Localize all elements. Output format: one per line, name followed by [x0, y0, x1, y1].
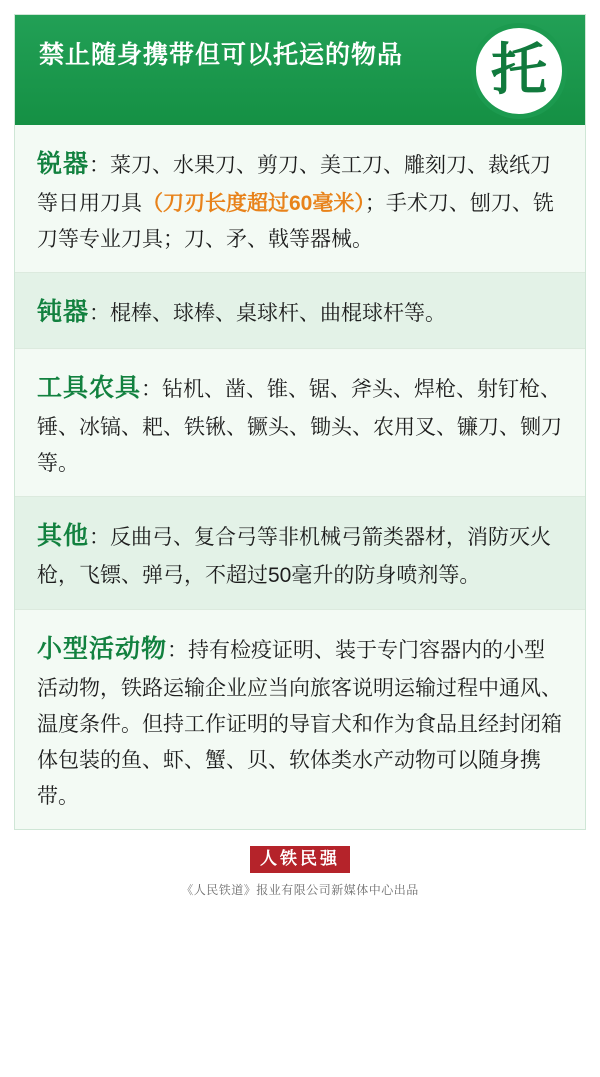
info-card: [14, 14, 586, 830]
section-text-after: ；手术刀、刨刀、铣刀等专业刀具；刀、矛、戟等器械。: [37, 192, 554, 252]
page-title: 禁止随身携带但可以托运的物品: [39, 41, 404, 69]
section-label: 小型活动物: [37, 634, 168, 663]
section-text: [37, 291, 563, 334]
category-badge: [471, 23, 567, 119]
section-text-before: 钻机、凿、锥、锯、斧头、焊枪、射钉枪、锤、冰镐、耙、铁锹、镢头、锄头、农用叉、镰刀、铡刀等。: [37, 378, 562, 476]
section-text: [37, 367, 563, 482]
publisher-logo: 人铁民强: [250, 846, 350, 873]
section-text: [37, 515, 563, 594]
section-text: [37, 628, 563, 815]
section-separator: ：: [89, 154, 111, 177]
section-highlight: （刀刃长度超过60毫米）: [142, 192, 365, 215]
section-text-before: 反曲弓、复合弓等非机械弓箭类器材，消防灭火枪，飞镖、弹弓，不超过50毫升的防身喷剂等。: [37, 526, 552, 588]
card-header: [15, 15, 585, 125]
section-separator: ：: [89, 302, 111, 326]
footer-note: 《人民铁道》报业有限公司新媒体中心出品: [181, 883, 419, 898]
section-label: 钝器: [37, 298, 90, 327]
card-body: [15, 125, 585, 829]
section-blunt-objects: [15, 273, 585, 349]
section-others: [15, 497, 585, 609]
section-text-before: 菜刀、水果刀、剪刀、美工刀、雕刻刀、裁纸刀等日用刀具: [37, 154, 552, 215]
section-separator: ：: [141, 378, 163, 402]
section-label: 锐器: [37, 150, 90, 178]
section-small-animals: [15, 610, 585, 829]
section-tools-farm-implements: [15, 349, 585, 497]
section-label: 其他: [37, 522, 90, 551]
footer: [14, 830, 586, 908]
section-text-before: 棍棒、球棒、桌球杆、曲棍球杆等。: [110, 302, 447, 326]
section-sharp-objects: [15, 125, 585, 273]
section-text-before: 持有检疫证明、装于专门容器内的小型活动物，铁路运输企业应当向旅客说明运输过程中通风、温度条件。但持工作证明的导盲犬和作为食品且经封闭箱体包装的鱼、虾、蟹、贝、软体类水产动物可以随身携带。: [37, 638, 562, 808]
section-separator: ：: [89, 526, 111, 550]
section-label: 工具农具: [37, 374, 142, 403]
badge-label: 托: [491, 40, 547, 102]
section-text: [37, 143, 563, 258]
section-separator: ：: [167, 638, 189, 662]
